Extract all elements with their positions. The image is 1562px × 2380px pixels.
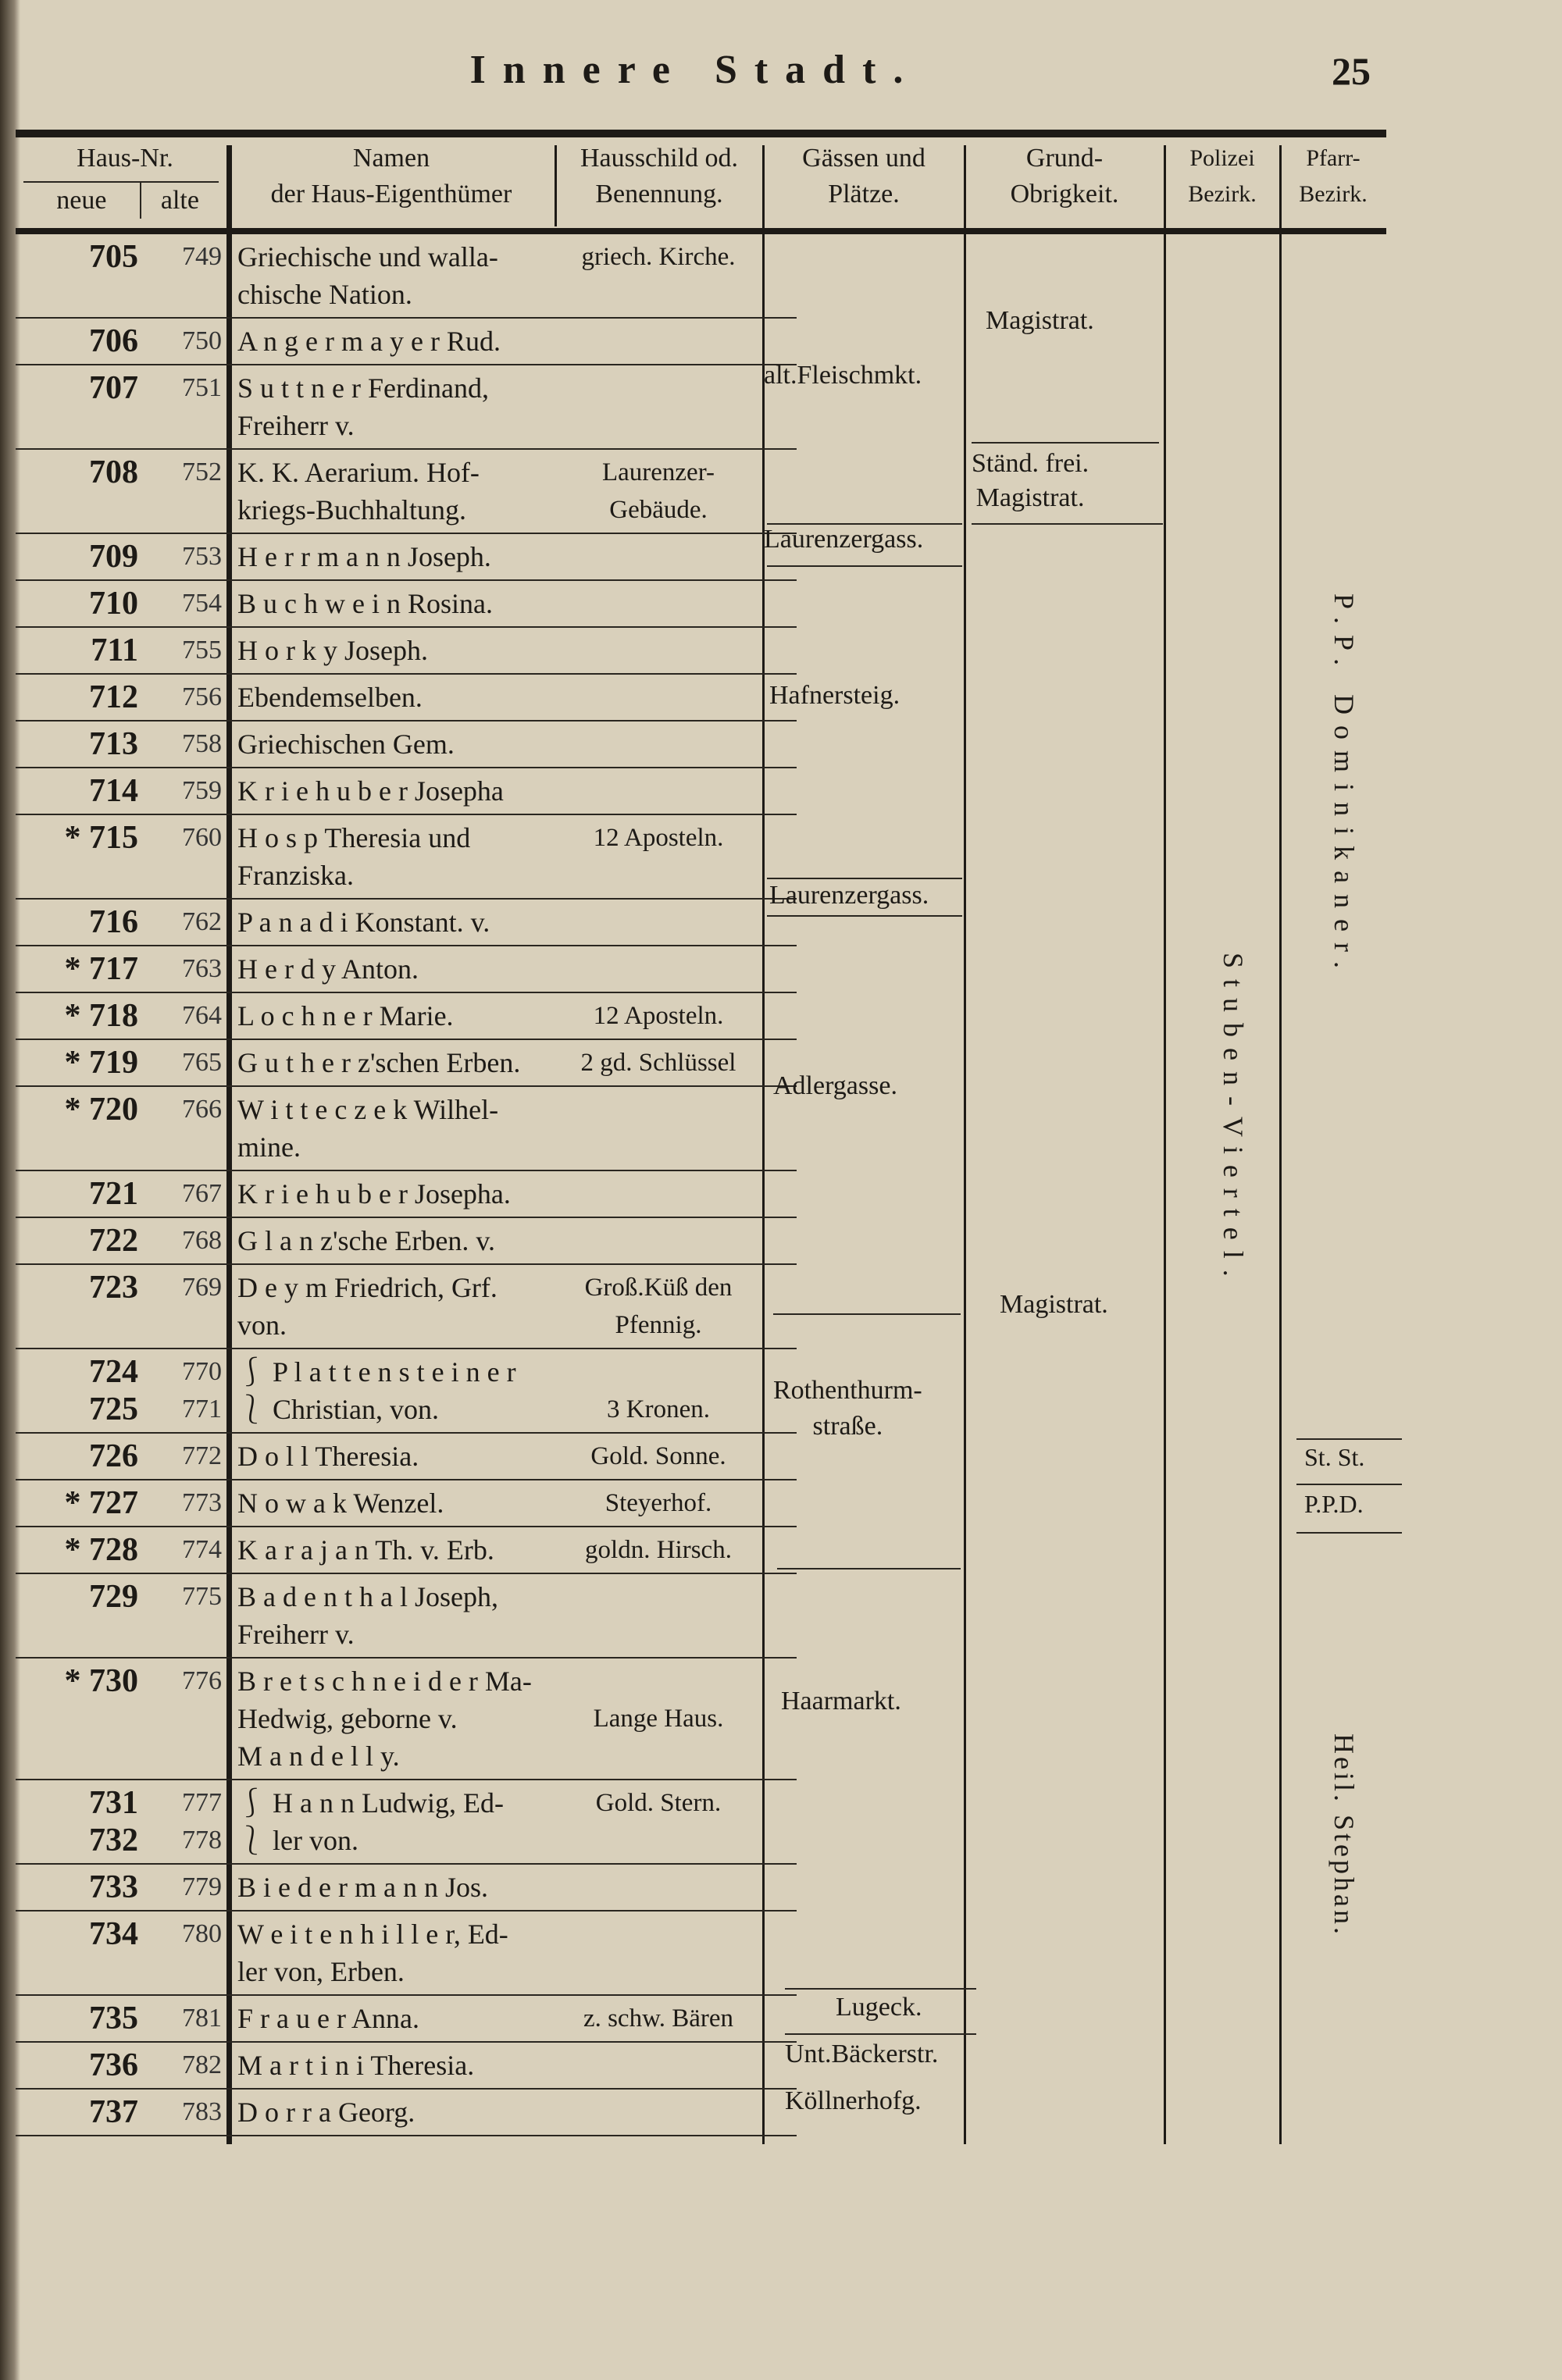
top-rule <box>16 130 1386 137</box>
house-number-new: 716 <box>89 904 138 940</box>
divider <box>785 2033 976 2035</box>
house-number-old: 764 <box>182 1001 222 1030</box>
street-entry: Laurenzergass. <box>769 881 929 910</box>
table-row <box>16 534 797 581</box>
house-number-new: 724 725 <box>89 1354 138 1427</box>
house-number-old: 765 <box>182 1048 222 1077</box>
table-row <box>16 1087 797 1171</box>
owner-name: L o c h n e r Marie. <box>237 1000 454 1031</box>
house-sign <box>555 319 762 364</box>
authority-entry: Magistrat. <box>1000 1290 1108 1319</box>
owner-name: F r a u e r Anna. <box>237 2003 419 2034</box>
house-number-new: 735 <box>89 2001 138 2036</box>
house-sign <box>555 2043 762 2088</box>
column-divider <box>1164 145 1166 2144</box>
house-number-old: 773 <box>182 1488 222 1517</box>
house-number-old: 782 <box>182 2050 222 2079</box>
header-rule <box>16 228 1386 234</box>
authority-entry: Magistrat. <box>986 306 1094 335</box>
house-sign <box>555 900 762 945</box>
house-sign: 12 Aposteln. <box>593 1002 724 1030</box>
owner-name: W e i t e n h i l l e r, Ed- ler von, Erben. <box>237 1919 508 1987</box>
owner-name: K a r a j a n Th. v. Erb. <box>237 1534 494 1566</box>
street-entry: Unt.Bäckerstr. <box>785 2040 939 2068</box>
house-number-new: * 719 <box>64 1045 138 1081</box>
house-sign: z. schw. Bären <box>583 2004 734 2033</box>
house-number-new: 726 <box>89 1438 138 1474</box>
house-number-new: 731 732 <box>89 1785 138 1858</box>
house-number-old: 759 <box>182 776 222 805</box>
house-number-new: * 720 <box>64 1092 138 1128</box>
divider <box>767 565 962 567</box>
house-number-new: 714 <box>89 773 138 809</box>
house-number-old: 755 <box>182 636 222 664</box>
house-sign <box>555 2090 762 2135</box>
table-row <box>16 1434 797 1480</box>
table-row <box>16 1865 797 1911</box>
house-number-new: 710 <box>89 586 138 622</box>
house-sign <box>555 721 762 767</box>
house-number-old: 776 <box>182 1666 222 1695</box>
house-sign: 3 Kronen. <box>607 1395 710 1423</box>
divider <box>1296 1438 1402 1440</box>
house-sign: Groß.Küß den Pfennig. <box>584 1274 733 1339</box>
house-number-old: 770 771 <box>182 1357 222 1423</box>
police-district: Stuben-Viertel. <box>1218 953 1249 1288</box>
house-sign: Gold. Sonne. <box>590 1442 726 1470</box>
house-sign <box>555 628 762 673</box>
table-row <box>16 900 797 946</box>
header-alte: alte <box>140 183 219 219</box>
house-number-old: 766 <box>182 1095 222 1124</box>
street-entry: Köllnerhofg. <box>785 2086 922 2115</box>
house-sign <box>555 1574 762 1657</box>
house-number-new: 729 <box>89 1579 138 1615</box>
house-number-new: 737 <box>89 2094 138 2130</box>
house-number-old: 775 <box>182 1582 222 1611</box>
owner-name: Griechische und walla- chische Nation. <box>237 241 498 310</box>
house-number-old: 752 <box>182 458 222 486</box>
house-number-new: 734 <box>89 1916 138 1952</box>
table-row <box>16 628 797 675</box>
owner-name: D o l l Theresia. <box>237 1441 419 1472</box>
owner-name: W i t t e c z e k Wilhel- mine. <box>237 1094 499 1163</box>
register-table <box>16 234 797 2136</box>
divider <box>785 1988 976 1990</box>
house-number-new: 733 <box>89 1869 138 1905</box>
header-haus-nr <box>23 141 226 226</box>
owner-name: A n g e r m a y e r Rud. <box>237 326 501 357</box>
house-number-new: 713 <box>89 726 138 762</box>
table-row <box>16 319 797 365</box>
house-sign: Laurenzer- Gebäude. <box>601 458 715 524</box>
owner-name: M a r t i n i Theresia. <box>237 2050 475 2081</box>
owner-name: S u t t n e r Ferdinand, Freiherr v. <box>237 372 489 441</box>
house-sign <box>555 675 762 720</box>
house-number-old: 768 <box>182 1226 222 1255</box>
house-number-old: 779 <box>182 1872 222 1901</box>
house-number-old: 751 <box>182 373 222 402</box>
owner-name: G u t h e r z'schen Erben. <box>237 1047 521 1078</box>
owner-name: ⎰ P l a t t e n s t e i n e r ⎱ Christian, von. <box>237 1356 516 1425</box>
house-number-old: 769 <box>182 1273 222 1302</box>
house-sign: 12 Aposteln. <box>593 824 724 852</box>
owner-name: P a n a d i Konstant. v. <box>237 907 490 938</box>
table-row <box>16 2043 797 2090</box>
owner-name: B a d e n t h a l Joseph, Freiherr v. <box>237 1581 498 1650</box>
house-number-old: 772 <box>182 1441 222 1470</box>
owner-name: H e r r m a n n Joseph. <box>237 541 491 572</box>
house-number-new: 711 <box>91 632 138 668</box>
column-divider <box>1279 145 1282 2144</box>
house-sign: 2 gd. Schlüssel <box>580 1049 736 1077</box>
owner-name: B i e d e r m a n n Jos. <box>237 1872 488 1903</box>
house-number-new: * 728 <box>64 1532 138 1568</box>
table-row <box>16 1574 797 1659</box>
table-row <box>16 450 797 534</box>
house-number-new: 706 <box>89 323 138 359</box>
table-row <box>16 1218 797 1265</box>
house-sign <box>555 534 762 579</box>
divider <box>773 1313 961 1315</box>
house-number-new: 708 <box>89 454 138 490</box>
header-neue: neue <box>56 186 107 215</box>
header-pfarr: Pfarr- Bezirk. <box>1299 145 1368 207</box>
table-row <box>16 1040 797 1087</box>
house-number-old: 760 <box>182 823 222 852</box>
table-row <box>16 1659 797 1780</box>
house-number-old: 763 <box>182 954 222 983</box>
parish-entry: P.P.D. <box>1304 1490 1364 1518</box>
house-number-old: 756 <box>182 682 222 711</box>
house-sign: Gold. Stern. <box>595 1789 722 1817</box>
house-sign <box>555 365 762 448</box>
owner-name: G l a n z'sche Erben. v. <box>237 1225 496 1256</box>
table-row <box>16 1996 797 2043</box>
divider <box>1296 1532 1402 1534</box>
header-grund: Grund- Obrigkeit. <box>1010 144 1119 208</box>
house-number-new: 712 <box>89 679 138 715</box>
street-entry: Adlergasse. <box>773 1071 897 1100</box>
house-number-old: 762 <box>182 907 222 936</box>
table-row <box>16 1480 797 1527</box>
table-row <box>16 1349 797 1434</box>
house-number-new: * 718 <box>64 998 138 1034</box>
house-sign <box>555 946 762 992</box>
owner-name: D e y m Friedrich, Grf. von. <box>237 1272 497 1341</box>
authority-entry: Ständ. frei. Magistrat. <box>972 449 1089 512</box>
column-divider <box>964 145 966 2144</box>
house-number-new: 721 <box>89 1176 138 1212</box>
house-number-new: 707 <box>89 370 138 406</box>
house-sign <box>555 1171 762 1217</box>
divider <box>972 523 1163 525</box>
divider <box>972 442 1159 444</box>
owner-name: H o s p Theresia und Franziska. <box>237 822 471 891</box>
owner-name: B r e t s c h n e i d e r Ma- Hedwig, geborne v. M a n d e l l y. <box>237 1666 532 1772</box>
table-row <box>16 946 797 993</box>
house-number-old: 749 <box>182 242 222 271</box>
house-number-old: 780 <box>182 1919 222 1948</box>
owner-name: Ebendemselben. <box>237 682 423 713</box>
street-entry: Lugeck. <box>836 1993 922 2022</box>
page-number: 25 <box>1332 49 1371 93</box>
house-sign <box>555 1218 762 1263</box>
house-sign <box>555 1087 762 1170</box>
house-sign <box>555 768 762 814</box>
table-row <box>16 365 797 450</box>
owner-name: K r i e h u b e r Josepha <box>237 775 504 807</box>
table-row <box>16 1265 797 1349</box>
house-sign <box>555 1865 762 1910</box>
house-sign: Steyerhof. <box>604 1489 712 1517</box>
house-sign <box>555 581 762 626</box>
house-number-old: 777 778 <box>182 1788 222 1854</box>
table-row <box>16 993 797 1040</box>
house-number-old: 783 <box>182 2097 222 2126</box>
house-sign: goldn. Hirsch. <box>585 1536 732 1564</box>
table-row <box>16 1171 797 1218</box>
house-number-new: * 717 <box>64 951 138 987</box>
parish-entry: P.P. Dominikaner. <box>1328 593 1360 980</box>
street-entry: Rothenthurm- straße. <box>773 1376 922 1441</box>
header-haus-nr-label: Haus-Nr. <box>77 144 173 173</box>
header-gassen: Gässen und Plätze. <box>802 144 925 208</box>
house-number-new: * 727 <box>64 1485 138 1521</box>
table-row <box>16 581 797 628</box>
owner-name: K. K. Aerarium. Hof- kriegs-Buchhaltung. <box>237 457 480 526</box>
house-number-new: 709 <box>89 539 138 575</box>
table-row <box>16 2090 797 2136</box>
house-sign <box>555 1911 762 1994</box>
table-row <box>16 1780 797 1865</box>
header-hausschild: Hausschild od. Benennung. <box>580 144 739 208</box>
divider <box>1296 1484 1402 1485</box>
house-number-new: * 715 <box>64 820 138 856</box>
house-number-old: 754 <box>182 589 222 618</box>
house-number-old: 758 <box>182 729 222 758</box>
owner-name: Griechischen Gem. <box>237 729 455 760</box>
street-entry: Haarmarkt. <box>781 1687 901 1716</box>
table-row <box>16 1527 797 1574</box>
owner-name: ⎰ H a n n Ludwig, Ed- ⎱ ler von. <box>237 1787 504 1856</box>
table-row <box>16 1911 797 1996</box>
owner-name: H o r k y Joseph. <box>237 635 428 666</box>
owner-name: D o r r a Georg. <box>237 2097 415 2128</box>
header-namen: Namen der Haus-Eigenthümer <box>270 144 512 208</box>
house-number-new: 722 <box>89 1223 138 1259</box>
house-number-old: 781 <box>182 2004 222 2033</box>
parish-entry: Heil. Stephan. <box>1328 1733 1360 1937</box>
table-row <box>16 815 797 900</box>
house-number-new: * 730 <box>64 1663 138 1699</box>
divider <box>777 1568 961 1569</box>
house-sign: griech. Kirche. <box>581 243 736 271</box>
owner-name: H e r d y Anton. <box>237 953 419 985</box>
table-row <box>16 768 797 815</box>
house-number-new: 736 <box>89 2047 138 2083</box>
table-row <box>16 234 797 319</box>
owner-name: K r i e h u b e r Josepha. <box>237 1178 511 1210</box>
running-head: Innere Stadt. <box>469 48 921 92</box>
house-number-old: 774 <box>182 1535 222 1564</box>
house-number-old: 750 <box>182 326 222 355</box>
house-number-old: 753 <box>182 542 222 571</box>
column-divider <box>555 145 557 226</box>
parish-entry: St. St. <box>1304 1443 1365 1471</box>
house-number-old: 767 <box>182 1179 222 1208</box>
table-row <box>16 675 797 721</box>
street-entry: alt.Fleischmkt. <box>764 361 922 390</box>
house-number-new: 723 <box>89 1270 138 1306</box>
street-entry: Hafnersteig. <box>769 681 900 710</box>
house-number-new: 705 <box>89 239 138 275</box>
divider <box>767 878 962 879</box>
owner-name: B u c h w e i n Rosina. <box>237 588 493 619</box>
owner-name: N o w a k Wenzel. <box>237 1488 444 1519</box>
divider <box>767 915 962 917</box>
table-row <box>16 721 797 768</box>
header-polizei: Polizei Bezirk. <box>1188 145 1257 207</box>
street-entry: Laurenzergass. <box>764 525 924 554</box>
house-sign: Lange Haus. <box>593 1705 724 1733</box>
